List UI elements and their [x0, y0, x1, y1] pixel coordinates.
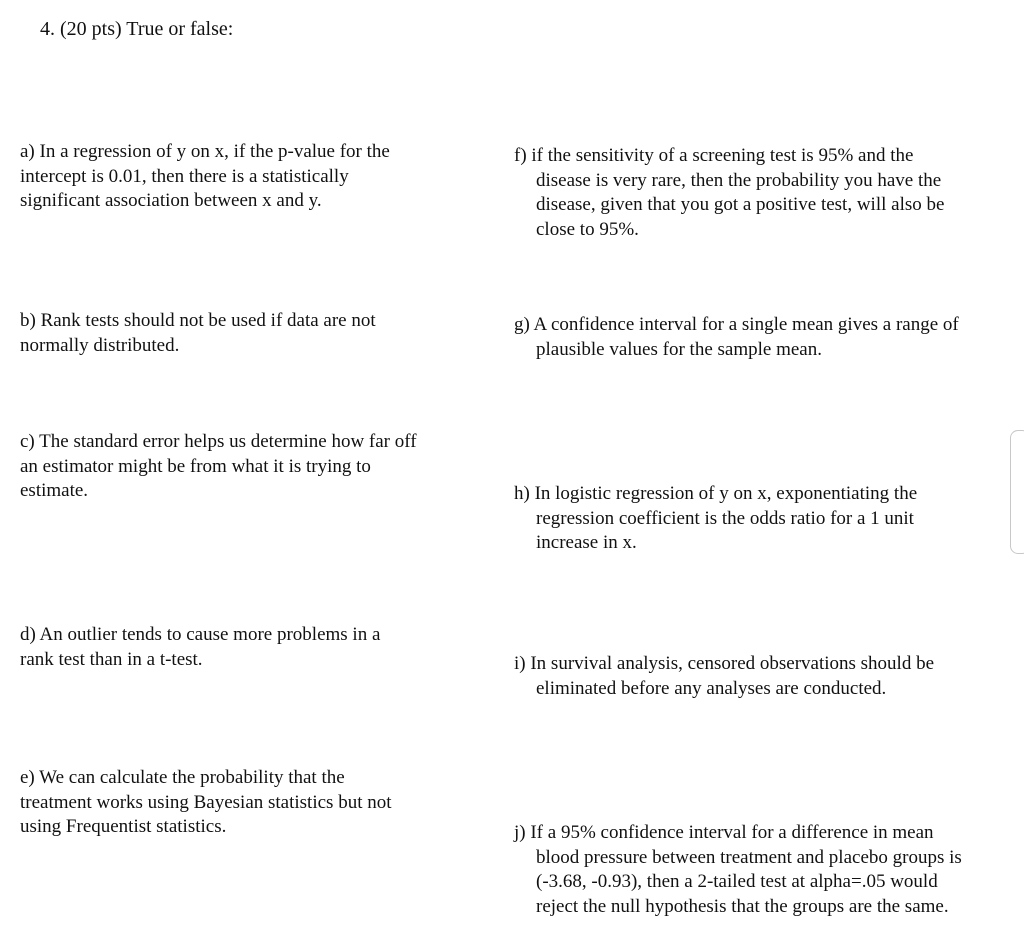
question-f — [514, 144, 944, 242]
question-e-line: using Frequentist statistics. — [20, 816, 227, 837]
question-f-line: close to 95%. — [536, 218, 639, 240]
question-b — [20, 309, 376, 358]
question-e-line: treatment works using Bayesian statistics but not — [20, 791, 392, 813]
question-c-line: c) The standard error helps us determine how far off — [20, 431, 417, 452]
question-a-line: a) In a regression of y on x, if the p-value for the — [20, 141, 390, 162]
question-j-line: blood pressure between treatment and placebo groups is — [536, 846, 962, 868]
question-i-line: eliminated before any analyses are conducted. — [536, 677, 887, 699]
question-j-line: (-3.68, -0.93), then a 2-tailed test at alpha=.05 would — [536, 871, 938, 892]
question-d-line: d) An outlier tends to cause more problems in a — [20, 624, 381, 645]
question-h-line: increase in x. — [536, 532, 637, 553]
question-f-line: disease is very rare, then the probability you have the — [536, 169, 942, 191]
question-h-line: h) In logistic regression of y on x, exponentiating the — [514, 483, 918, 504]
question-i-line: i) In survival analysis, censored observations should be — [514, 653, 935, 674]
question-h-line: regression coefficient is the odds ratio for a 1 unit — [536, 507, 914, 529]
question-i — [514, 652, 934, 701]
question-b-line: normally distributed. — [20, 334, 180, 356]
question-j-line: j) If a 95% confidence interval for a difference in mean — [514, 822, 934, 843]
question-a-line: significant association between x and y. — [20, 190, 322, 211]
question-c-line: estimate. — [20, 480, 89, 501]
question-c-line: an estimator might be from what it is trying to — [20, 455, 371, 477]
question-j — [514, 821, 962, 919]
question-c — [20, 430, 417, 504]
question-heading: 4. (20 pts) True or false: — [40, 18, 234, 40]
question-d-line: rank test than in a t-test. — [20, 648, 203, 670]
question-g-line: plausible values for the sample mean. — [536, 338, 822, 360]
question-j-line: reject the null hypothesis that the groups are the same. — [536, 895, 949, 917]
question-b-line: b) Rank tests should not be used if data are not — [20, 310, 376, 331]
question-g — [514, 313, 959, 362]
question-f-line: disease, given that you got a positive test, will also be — [536, 194, 945, 215]
question-f-line: f) if the sensitivity of a screening test is 95% and the — [514, 145, 914, 166]
scrollbar-handle[interactable] — [1010, 430, 1024, 554]
question-e-line: e) We can calculate the probability that the — [20, 767, 345, 788]
question-a — [20, 140, 390, 214]
question-d — [20, 623, 380, 672]
question-e — [20, 766, 392, 840]
question-a-line: intercept is 0.01, then there is a statistically — [20, 165, 349, 187]
question-g-line: g) A confidence interval for a single mean gives a range of — [514, 314, 959, 335]
question-h — [514, 482, 917, 556]
